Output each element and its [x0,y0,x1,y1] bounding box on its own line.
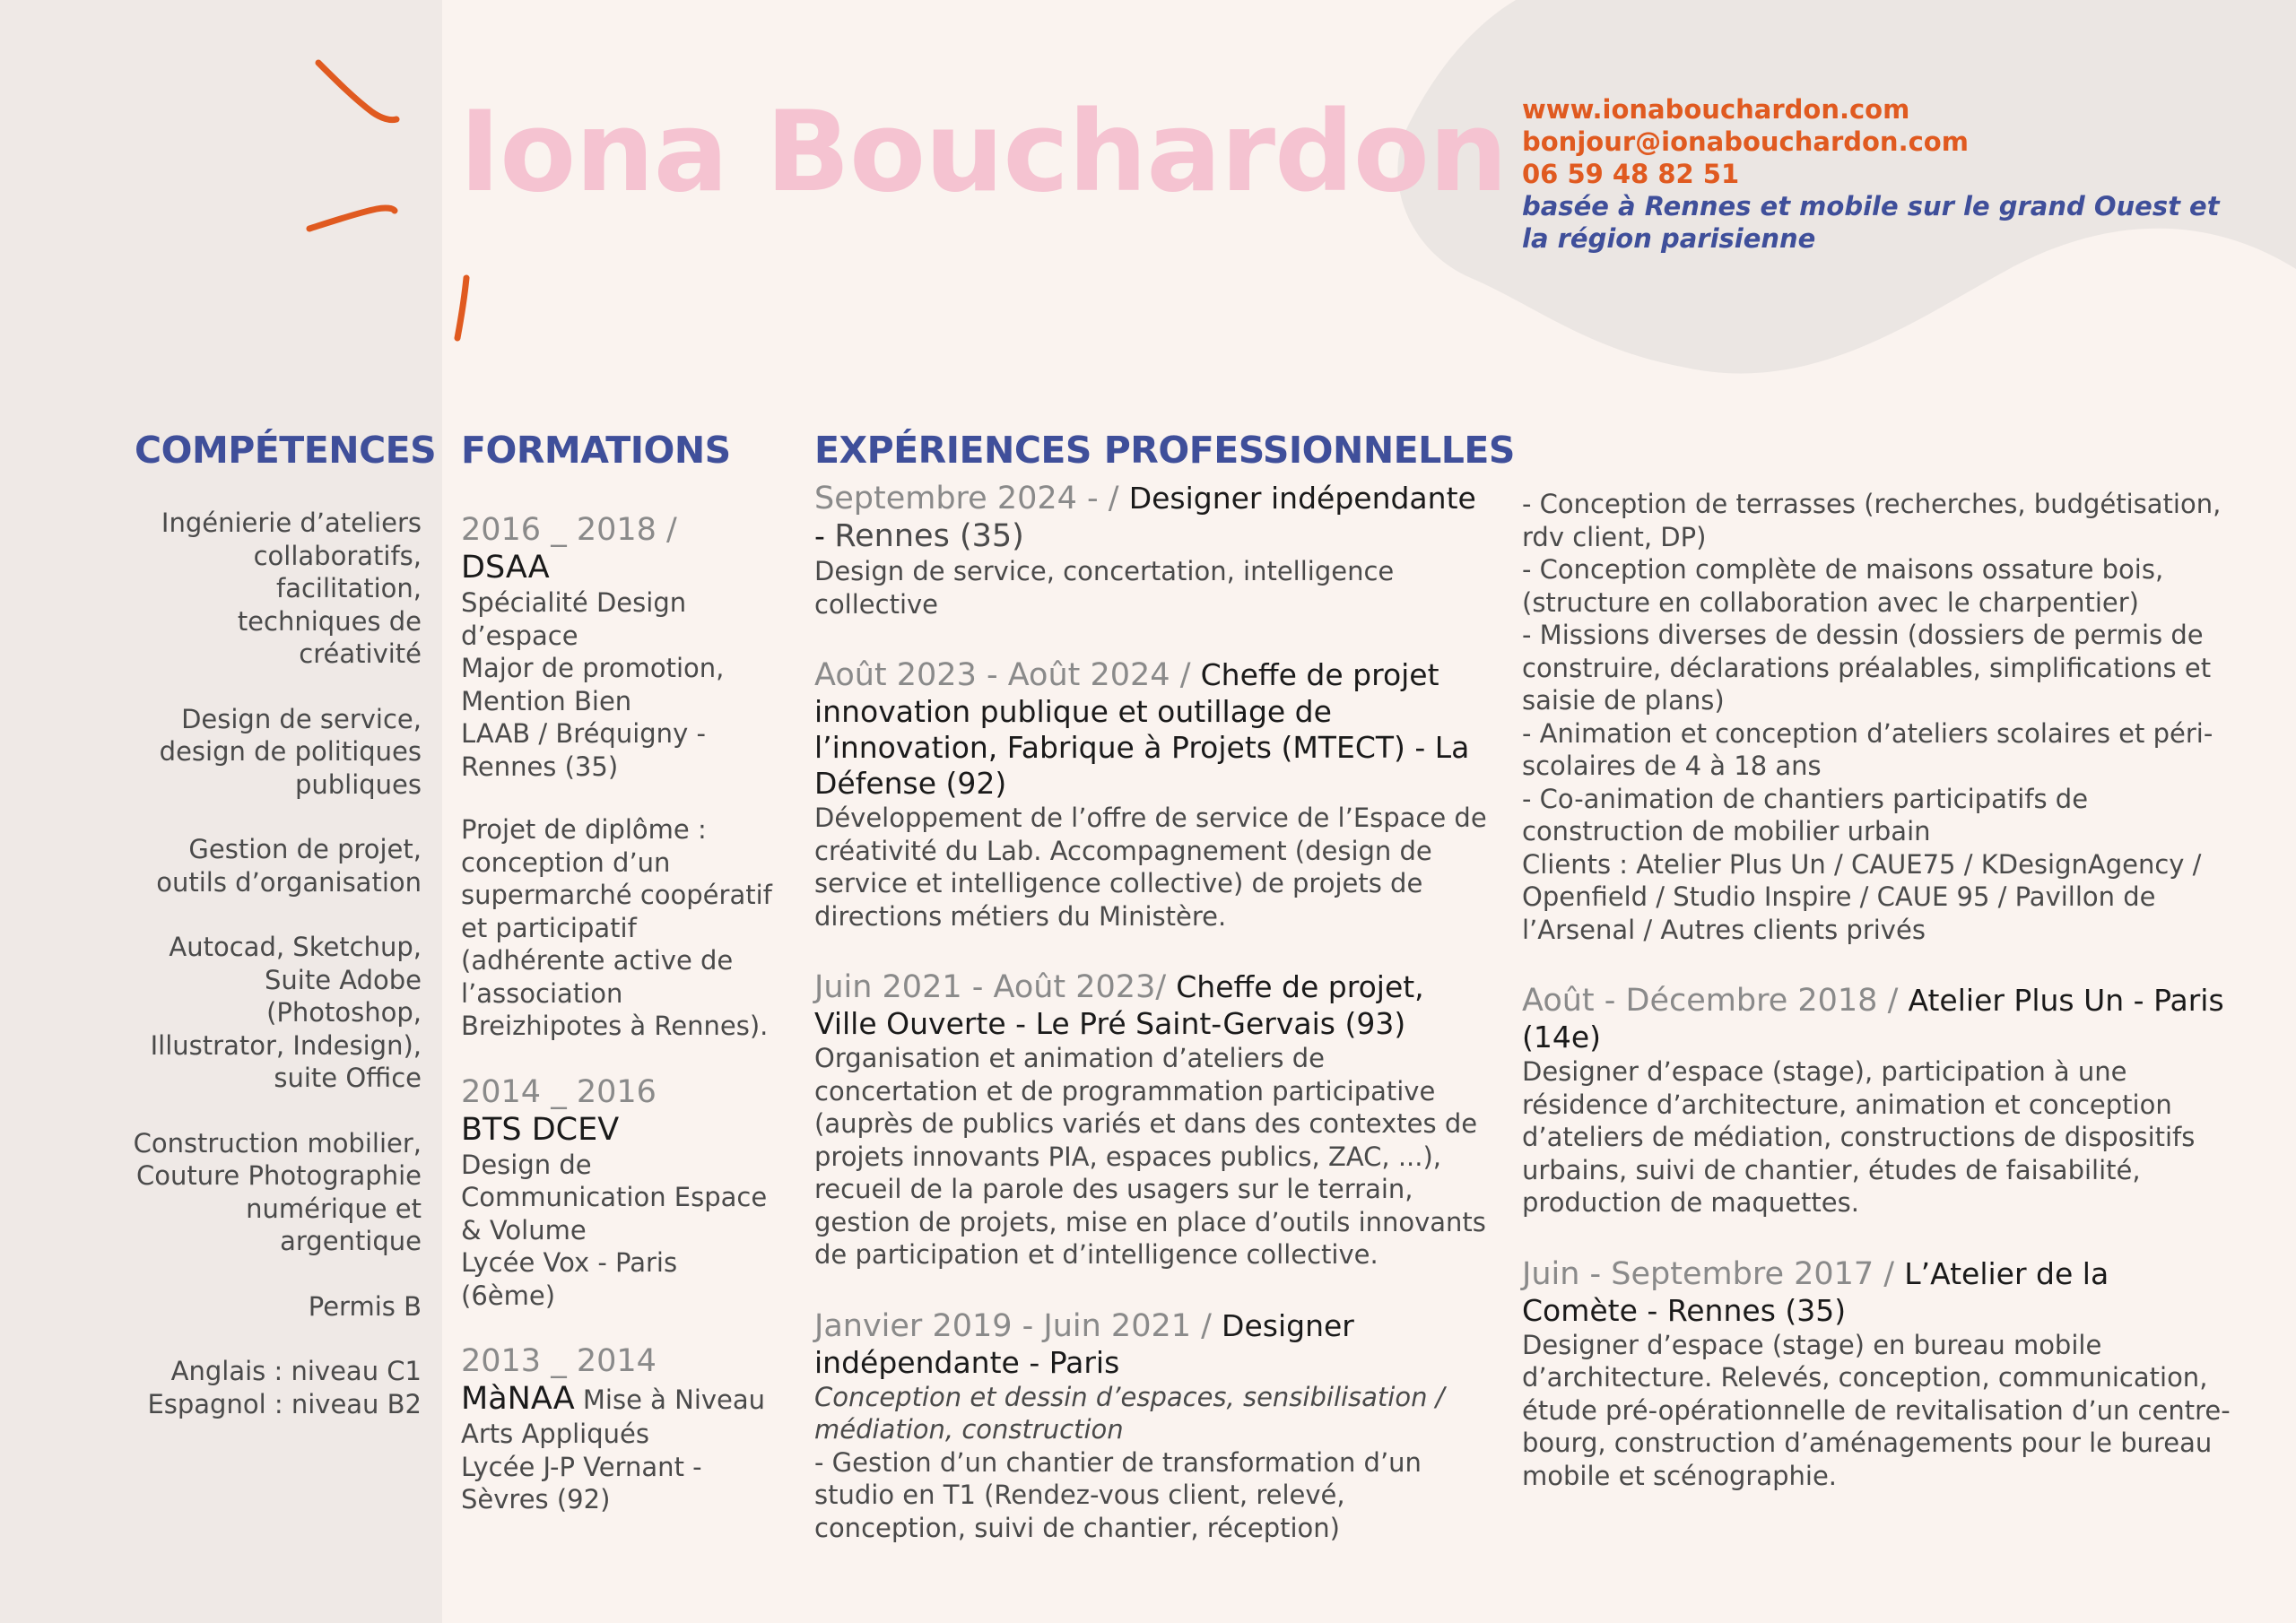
formations-heading: FORMATIONS [461,429,731,472]
continuation-line: - Animation et conception d’ateliers scolaires et péri-scolaires de 4 à 18 ans [1522,717,2213,781]
skill-item: Permis B [308,1290,422,1322]
formation-detail: Lycée Vox - Paris (6ème) [461,1247,678,1311]
formation-degree: BTS DCEV [461,1111,620,1148]
formation-detail: LAAB / Bréquigny - Rennes (35) [461,718,706,782]
formation-detail: Lycée J-P Vernant - Sèvres (92) [461,1451,702,1515]
formation-detail: Spécialité Design d’espace [461,587,687,651]
person-name: Iona Bouchardon [459,88,1508,217]
formation-degree: DSAA [461,550,550,586]
experience-role: Cheffe de projet, Ville Ouverte - Le Pré Saint-Gervais (93) [814,969,1424,1041]
experience-description: - Gestion d’un chantier de transformation d’un studio en T1 (Rendez-vous client, relevé, conception, suivi de chantier, réception) [814,1446,1422,1543]
experience-entry [1522,1255,2231,1493]
experience-entry [814,1307,1487,1545]
experience-dates: Août 2023 - Août 2024 / [814,657,1201,693]
experience-role: L’Atelier de la Comète - [1522,1255,2109,1328]
experience-description: Développement de l’offre de service de l’Espace de créativité du Lab. Accompagnement (design de service et intelligence collective) de projets de directions métiers du Ministère. [814,803,1487,932]
formation-detail: Design de Communication Espace & Volume [461,1149,768,1245]
experience-description: Designer d’espace (stage), participation à une résidence d’architecture, animation et conception d’ateliers de médiation, constructions de dispositifs urbains, suivi de chantier, études de faisabilité, production de maquettes. [1522,1056,2196,1218]
skill-item: Ingénierie d’ateliers collaboratifs, facilitation, techniques de créativité [161,508,422,669]
website-link[interactable]: www.ionabouchardon.com [1522,94,1910,125]
location-text: basée à Rennes et mobile sur le grand Ouest et la région parisienne [1522,191,2220,254]
formations-list [461,511,775,1547]
experience-entry [814,656,1487,933]
skill-item: Anglais : niveau C1 Espagnol : niveau B2 [147,1356,422,1419]
experience-role: Cheffe de projet innovation publique et outillage de l’innovation, Fabrique à Projets (MTECT) - La Défense (92) [814,657,1470,801]
contact-block [1522,93,2222,255]
skill-item: Autocad, Sketchup, Suite Adobe (Photoshop, Illustrator, Indesign), suite Office [150,932,422,1093]
experiences-column-2 [1522,488,2231,1528]
experience-place: Paris (14e) [1522,983,2224,1055]
continuation-line: - Conception complète de maisons ossature bois, (structure en collaboration avec le charpentier) [1522,554,2164,618]
experience-dates: Septembre 2024 - / [814,481,1129,516]
experience-description-italic: Conception et dessin d’espaces, sensibilisation / médiation, construction [814,1381,1445,1445]
competences-heading: COMPÉTENCES [135,429,437,472]
formation-entry [461,511,775,1043]
competences-list [126,507,422,1453]
experience-description: Design de service, concertation, intelligence collective [814,556,1395,620]
formation-dates: 2013 _ 2014 [461,1343,657,1379]
formation-detail: Major de promotion, Mention Bien [461,653,725,716]
experience-role: Designer indépendante - [814,481,1476,553]
formation-entry [461,1073,775,1313]
continuation-line: - Missions diverses de dessin (dossiers de permis de construire, déclarations préalables, simplifications et saisie de plans) [1522,620,2212,716]
skill-item: Construction mobilier, Couture Photographie numérique et argentique [133,1127,422,1256]
experience-place: Rennes (35) [834,518,1024,554]
formation-entry [461,1342,775,1516]
experiences-heading: EXPÉRIENCES PROFESSIONNELLES [814,429,1515,472]
formation-dates: 2014 _ 2016 [461,1073,657,1110]
experience-role: Atelier Plus Un - [1908,983,2154,1018]
skill-item: Design de service, design de politiques publiques [159,703,422,800]
experience-dates: Juin 2021 - Août 2023/ [814,969,1177,1005]
experience-entry [814,480,1487,621]
experience-dates: Janvier 2019 - Juin 2021 / [814,1307,1222,1344]
formation-degree: MàNAA [461,1381,575,1417]
experience-description: Organisation et animation d’ateliers de concertation et de programmation participative (auprès de publics variés et dans des contextes de projets innovants PIA, espaces publics, ZAC, ...), recueil de la parole des usagers sur le terrain, gestion de projets, mise en place d’outils innovants de participation et d’intelligence collective. [814,1043,1486,1270]
formation-project: Projet de diplôme : conception d’un supermarché coopératif et participatif (adhérente active de l’association Breizhipotes à Rennes). [461,814,772,1041]
formation-degree-suffix: Mise à Niveau Arts Appliqués [461,1384,766,1449]
skill-item: Gestion de projet, outils d’organisation [156,834,422,898]
decorative-strokes [287,49,484,354]
experience-role: Designer indépendante [814,1307,1354,1380]
experience-dates: Août - Décembre 2018 / [1522,983,1909,1019]
experience-continuation [1522,488,2231,946]
continuation-line: - Co-animation de chantiers participatifs de construction de mobilier urbain [1522,783,2089,846]
continuation-line: - Conception de terrasses (recherches, budgétisation, rdv client, DP) [1522,489,2222,552]
email-link[interactable]: bonjour@ionabouchardon.com [1522,126,1969,157]
experience-description: Designer d’espace (stage) en bureau mobile d’architecture. Relevés, conception, communication, étude pré-opérationnelle de revitalisation d’un centre-bourg, construction d’aménagements pour le bureau mobile et scénographie. [1522,1329,2231,1491]
phone-number: 06 59 48 82 51 [1522,159,1740,189]
experiences-column-1 [814,480,1487,1580]
experience-place: Rennes (35) [1666,1292,1847,1328]
formation-dates: 2016 _ 2018 / [461,512,677,548]
experience-place: - Paris [1019,1344,1120,1380]
experience-dates: Juin - Septembre 2017 / [1522,1255,1905,1292]
experience-entry [814,968,1487,1271]
experience-entry [1522,982,2231,1219]
clients-line: Clients : Atelier Plus Un / CAUE75 / KDesignAgency / Openfield / Studio Inspire / CAUE 95 / Pavillon de l’Arsenal / Autres clients privés [1522,848,2202,945]
